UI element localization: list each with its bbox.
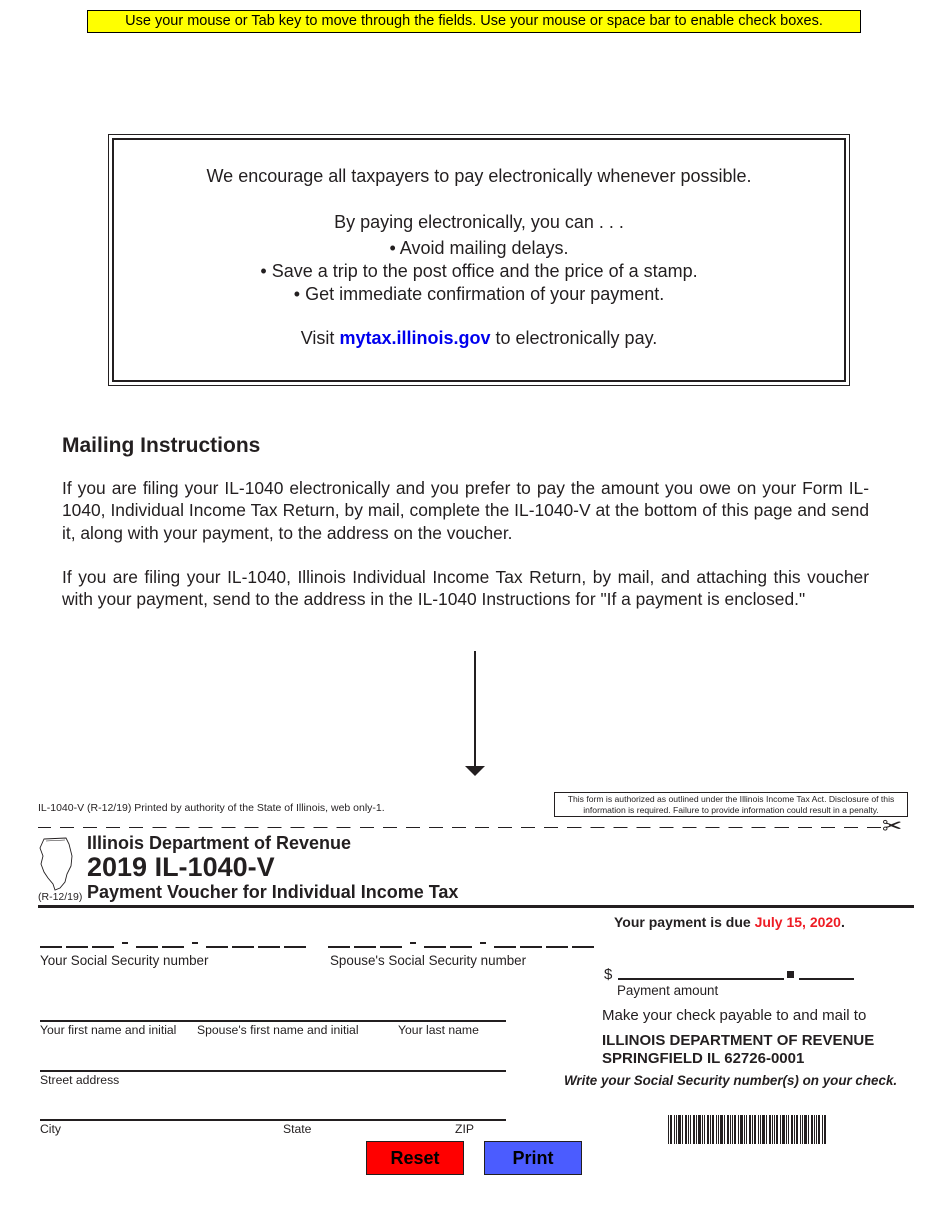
visit-line xyxy=(114,328,844,349)
ssn-digit-slot xyxy=(162,946,184,948)
ssn-separator xyxy=(122,942,128,944)
authorization-notice: This form is authorized as outlined under the Illinois Income Tax Act. Disclosure of this information is required. Failure to provide information could result in a penalty. xyxy=(554,792,908,817)
bullet-text: Save a trip to the post office and the price of a stamp. xyxy=(271,261,698,281)
ssn-digit-slot xyxy=(328,946,350,948)
barcode-icon xyxy=(668,1115,826,1144)
ssn-digit-slot xyxy=(40,946,62,948)
state-label: State xyxy=(283,1122,312,1136)
payment-due-text xyxy=(614,914,845,930)
payable-to-text: Make your check payable to and mail to xyxy=(602,1007,867,1024)
street-address-label: Street address xyxy=(40,1073,120,1087)
bullet-item: • Get immediate confirmation of your payment. xyxy=(293,284,665,304)
ssn-digit-slot xyxy=(494,946,516,948)
address-line-1: ILLINOIS DEPARTMENT OF REVENUE xyxy=(602,1032,875,1049)
payment-amount-label: Payment amount xyxy=(617,983,719,998)
department-name: Illinois Department of Revenue xyxy=(87,833,352,853)
paying-electronically-text: By paying electronically, you can . . . xyxy=(334,212,624,232)
last-name-label: Your last name xyxy=(398,1023,479,1037)
electronic-payment-box-inner xyxy=(112,138,846,382)
printed-by-text: IL-1040-V (R-12/19) Printed by authority of the State of Illinois, web only-1. xyxy=(38,802,385,814)
arrow-head-icon xyxy=(465,766,485,776)
ssn-separator xyxy=(410,942,416,944)
city-state-zip-input[interactable] xyxy=(40,1119,506,1121)
write-ssn-instruction: Write your Social Security number(s) on your check. xyxy=(564,1073,898,1088)
revision-label: (R-12/19) xyxy=(38,891,83,903)
decimal-point-icon xyxy=(787,971,794,978)
print-button[interactable]: Print xyxy=(484,1141,582,1175)
form-title: 2019 IL-1040-V xyxy=(87,852,275,882)
spouse-first-name-label: Spouse's first name and initial xyxy=(197,1023,359,1037)
ssn-digit-slot xyxy=(546,946,568,948)
mailing-paragraph-1: If you are filing your IL-1040 electronically and you prefer to pay the amount you owe on your Form IL-1040, Individual Income Tax Return, by mail, complete the IL-1040-V at the bottom of this page and send it, along with your payment, to the address on the voucher. xyxy=(62,478,869,543)
mailing-paragraph-2: If you are filing your IL-1040, Illinois Individual Income Tax Return, by mail, and attaching this voucher with your payment, send to the address in the IL-1040 Instructions for "If a payment is enclosed." xyxy=(62,567,869,610)
ssn-digit-slot xyxy=(136,946,158,948)
ssn-digit-slot xyxy=(232,946,254,948)
ssn-separator xyxy=(192,942,198,944)
encourage-text: We encourage all taxpayers to pay electronically whenever possible. xyxy=(206,166,752,186)
spouse-ssn-label: Spouse's Social Security number xyxy=(330,953,527,968)
payment-cents-input[interactable] xyxy=(799,978,854,980)
address-line-2: SPRINGFIELD IL 62726-0001 xyxy=(602,1050,805,1067)
header-divider xyxy=(38,905,914,908)
ssn-digit-slot xyxy=(284,946,306,948)
spouse-ssn-input[interactable] xyxy=(328,932,596,952)
ssn-digit-slot xyxy=(450,946,472,948)
ssn-digit-slot xyxy=(206,946,228,948)
visit-suffix: to electronically pay. xyxy=(495,328,658,348)
ssn-input[interactable] xyxy=(40,932,308,952)
bullet-text: Get immediate confirmation of your payment. xyxy=(305,284,665,304)
zip-label: ZIP xyxy=(455,1122,474,1136)
ssn-separator xyxy=(480,942,486,944)
ssn-digit-slot xyxy=(424,946,446,948)
due-prefix: Your payment is due xyxy=(614,914,751,930)
mytax-link[interactable]: mytax.illinois.gov xyxy=(339,328,491,348)
mailing-instructions-title: Mailing Instructions xyxy=(62,434,261,457)
dollar-sign: $ xyxy=(604,966,613,983)
due-date: July 15, 2020 xyxy=(754,914,841,930)
voucher-title: Payment Voucher for Individual Income Tax xyxy=(87,882,459,902)
cut-line xyxy=(38,827,886,828)
down-arrow-icon xyxy=(474,651,476,769)
ssn-digit-slot xyxy=(66,946,88,948)
illinois-outline-icon xyxy=(38,836,76,892)
due-suffix: . xyxy=(840,914,845,930)
bullet-text: Avoid mailing delays. xyxy=(399,238,569,258)
ssn-digit-slot xyxy=(572,946,594,948)
ssn-digit-slot xyxy=(520,946,542,948)
city-label: City xyxy=(40,1122,61,1136)
ssn-label: Your Social Security number xyxy=(40,953,209,968)
ssn-digit-slot xyxy=(380,946,402,948)
street-address-input[interactable] xyxy=(40,1070,506,1072)
visit-prefix: Visit xyxy=(300,328,335,348)
electronic-payment-box xyxy=(108,134,850,386)
ssn-digit-slot xyxy=(258,946,280,948)
instructions-banner: Use your mouse or Tab key to move through the fields. Use your mouse or space bar to enable check boxes. xyxy=(87,10,861,33)
payment-amount-input[interactable] xyxy=(618,978,784,980)
name-input[interactable] xyxy=(40,1020,506,1022)
bullet-item: • Avoid mailing delays. xyxy=(389,238,569,258)
ssn-digit-slot xyxy=(92,946,114,948)
scissors-icon: ✂ xyxy=(882,813,903,840)
reset-button[interactable]: Reset xyxy=(366,1141,464,1175)
bullet-item: • Save a trip to the post office and the price of a stamp. xyxy=(260,261,698,281)
first-name-label: Your first name and initial xyxy=(40,1023,177,1037)
ssn-digit-slot xyxy=(354,946,376,948)
